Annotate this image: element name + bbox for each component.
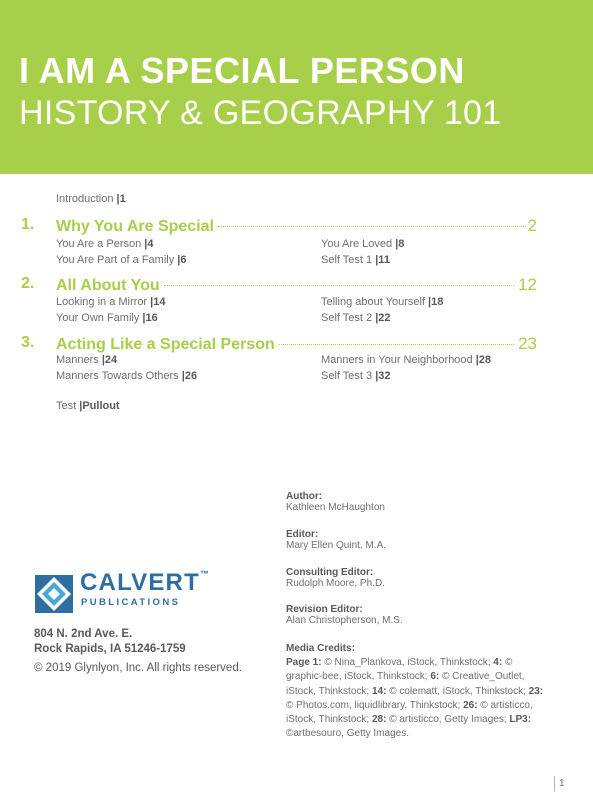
- unit-3-heading: [56, 334, 537, 354]
- unit-2-title: All About You: [56, 277, 160, 294]
- lesson-item: Looking in a Mirror |14: [56, 296, 166, 308]
- lesson-item: Manners in Your Neighborhood |28: [321, 354, 492, 366]
- lesson-item: You Are a Person |4: [56, 238, 154, 250]
- header-band: [0, 0, 593, 174]
- revision-editor-credit: Revision Editor: Alan Christopherson, M.S.: [286, 604, 403, 626]
- lesson-item: Manners Towards Others |26: [56, 370, 198, 382]
- diamond-icon: [32, 572, 76, 616]
- unit-3-title: Acting Like a Special Person: [56, 336, 275, 353]
- publisher-logo-name: CALVERT™: [80, 569, 209, 596]
- publisher-address: 804 N. 2nd Ave. E. Rock Rapids, IA 51246-1759: [34, 628, 186, 655]
- unit-3-number: 3.: [21, 334, 35, 351]
- copyright: © 2019 Glynlyon, Inc. All rights reserved.: [34, 662, 242, 674]
- lesson-item: Self Test 3 |32: [321, 370, 391, 382]
- lesson-item: Your Own Family |16: [56, 312, 158, 324]
- lesson-item: Self Test 1 |11: [321, 254, 390, 266]
- media-credits: Media Credits: Page 1: © Nina_Plankova, iStock, Thinkstock; 4: © graphic-bee, iStock, Thinkstock; 6: © Creative_Outlet, iStock, Thinkstock; 14: © colematt, iStock, Thinkstock; 23: © Photos.com, liquidlibrary, Thinkstock; 26: © artisticco, iStock, Thinkstock; 28: © artisticco, Getty Images; LP3: ©artbesouro, Getty Images.: [286, 642, 546, 741]
- unit-2-heading: [56, 275, 537, 295]
- unit-1-page: 2: [527, 216, 537, 235]
- footer-divider: [554, 776, 555, 792]
- unit-2-page: 12: [518, 275, 537, 294]
- toc-test: Test |Pullout: [56, 400, 120, 412]
- lesson-item: You Are Part of a Family |6: [56, 254, 187, 266]
- consulting-editor-credit: Consulting Editor: Rudolph Moore, Ph.D.: [286, 567, 385, 589]
- publisher-logo-sub: PUBLICATIONS: [81, 597, 181, 608]
- lesson-item: Telling about Yourself |18: [321, 296, 444, 308]
- unit-1-title: Why You Are Special: [56, 218, 214, 235]
- page-number: 1: [559, 778, 565, 789]
- unit-2-number: 2.: [21, 275, 35, 292]
- media-credits-text: Page 1: © Nina_Plankova, iStock, Thinkstock; 4: © graphic-bee, iStock, Thinkstock; 6: © Creative_Outlet, iStock, Thinkstock; 14: © colematt, iStock, Thinkstock; 23: © Photos.com, liquidlibrary, Thinkstock; 26: © artisticco, iStock, Thinkstock; 28: © artisticco, Getty Images; LP3: ©artbesouro, Getty Images.: [286, 657, 544, 740]
- leader-dots: [164, 285, 514, 286]
- lesson-item: Self Test 2 |22: [321, 312, 391, 324]
- course-subtitle: HISTORY & GEOGRAPHY 101: [19, 94, 502, 132]
- leader-dots: [279, 344, 514, 345]
- lesson-item: You Are Loved |8: [321, 238, 405, 250]
- leader-dots: [218, 226, 524, 227]
- editor-credit: Editor: Mary Ellen Quint, M.A.: [286, 529, 387, 551]
- lesson-item: Manners |24: [56, 354, 118, 366]
- unit-1-number: 1.: [21, 216, 35, 233]
- toc-introduction: Introduction |1: [56, 193, 126, 205]
- unit-1-heading: [56, 216, 537, 236]
- author-credit: Author: Kathleen McHaughton: [286, 491, 385, 513]
- unit-title: I AM A SPECIAL PERSON: [19, 50, 465, 91]
- unit-3-page: 23: [518, 334, 537, 353]
